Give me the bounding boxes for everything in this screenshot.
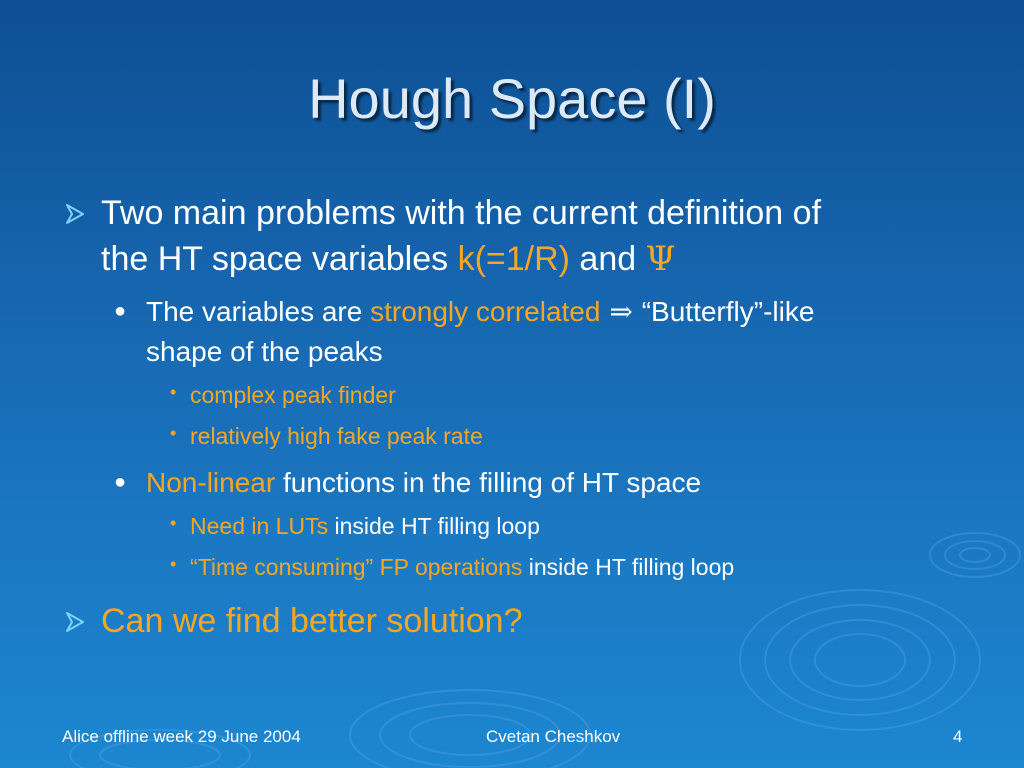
arrow-head-icon xyxy=(64,611,86,633)
bullet-fake-peak-rate: relatively high fake peak rate xyxy=(190,423,483,449)
highlight-strongly-correlated: strongly correlated xyxy=(370,296,601,327)
bullet-text: The variables are xyxy=(146,296,371,327)
dot-icon: ● xyxy=(114,300,127,322)
highlight-non-linear: Non-linear xyxy=(146,467,276,498)
highlight-psi: Ψ xyxy=(645,239,676,279)
arrow-head-icon xyxy=(64,203,86,225)
small-dot-icon: • xyxy=(170,423,177,443)
small-dot-icon: • xyxy=(170,382,177,402)
highlight-need-in-luts: Need in LUTs xyxy=(190,513,329,539)
bullet-need-in-luts xyxy=(190,511,540,541)
slide-title: Hough Space (I) xyxy=(308,67,716,130)
bullet-better-solution: Can we find better solution? xyxy=(101,602,523,640)
bullet-text: shape of the peaks xyxy=(146,336,383,367)
small-dot-icon: • xyxy=(170,554,177,574)
footer-author: Cvetan Cheshkov xyxy=(486,727,621,746)
bullet-strongly-correlated xyxy=(146,292,814,372)
bullet-fp-operations xyxy=(190,552,734,582)
highlight-fp-operations: “Time consuming” FP operations xyxy=(190,554,523,580)
bullet-text: inside HT filling loop xyxy=(328,513,540,539)
highlight-k: k(=1/R) xyxy=(457,240,570,278)
bullet-text: and xyxy=(569,240,646,278)
dot-icon: ● xyxy=(114,471,127,493)
small-dot-icon: • xyxy=(170,513,177,533)
footer-page-number: 4 xyxy=(953,727,963,746)
bullet-text: the HT space variables xyxy=(101,240,458,278)
bullet-text: functions in the filling of HT space xyxy=(275,467,702,498)
bullet-non-linear xyxy=(146,463,701,503)
bullet-text: Two main problems with the current definition of xyxy=(101,194,822,232)
bullet-complex-peak-finder: complex peak finder xyxy=(190,382,396,408)
implies-symbol: ⇒ xyxy=(600,295,642,328)
bullet-two-main-problems xyxy=(101,190,821,282)
footer-event: Alice offline week 29 June 2004 xyxy=(62,727,301,746)
bullet-text: inside HT filling loop xyxy=(522,554,735,580)
bullet-text: “Butterfly”-like xyxy=(641,296,815,327)
